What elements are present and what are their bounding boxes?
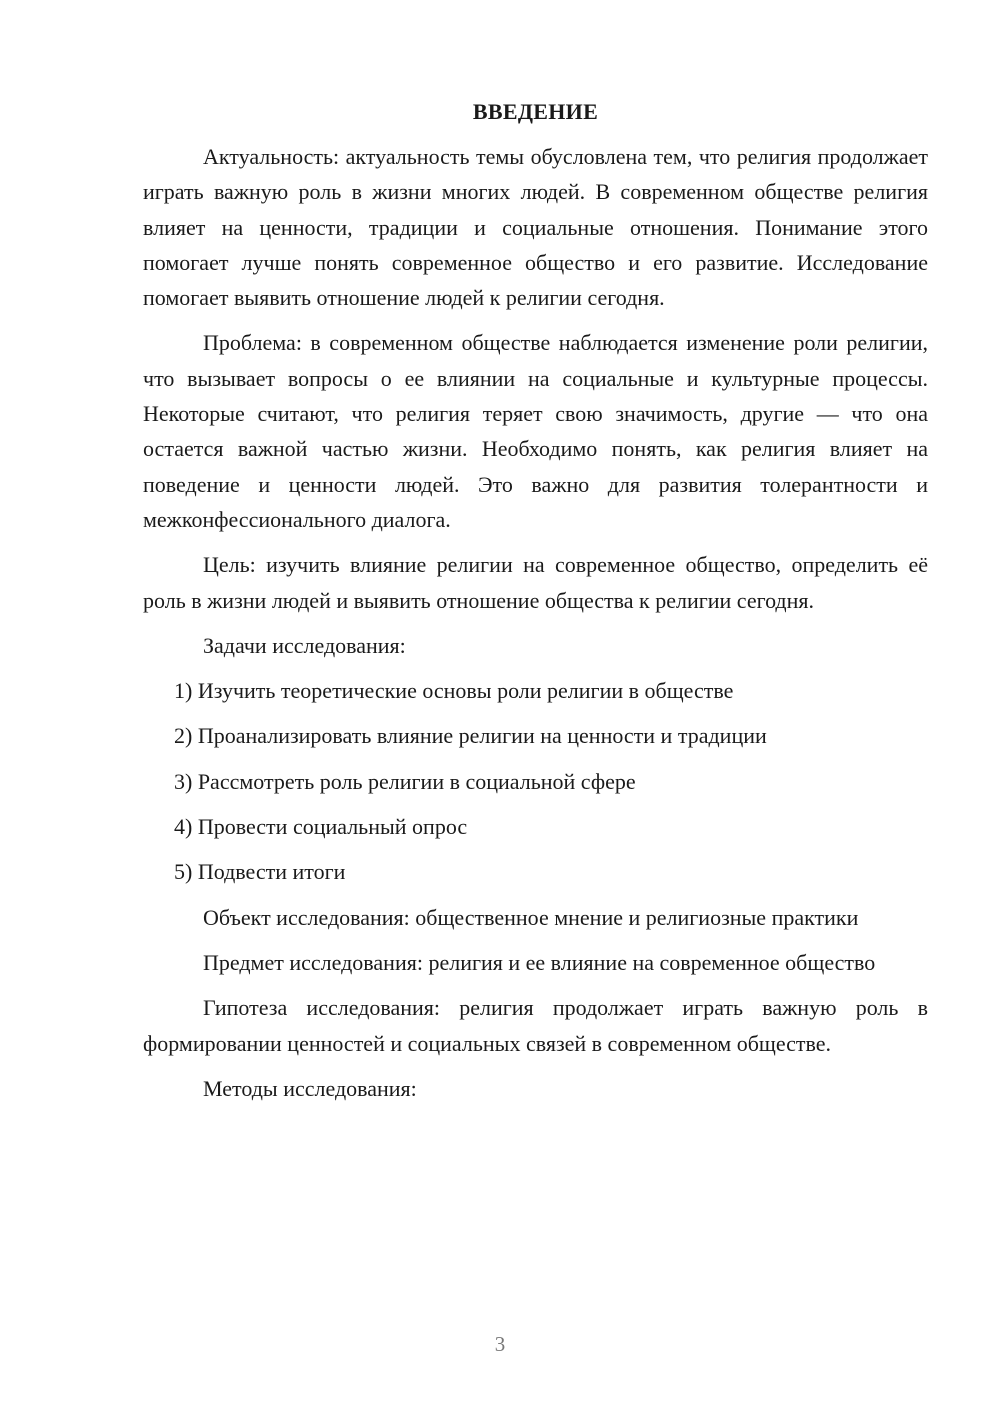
object-paragraph: Объект исследования: общественное мнение и религиозные практики — [203, 904, 859, 930]
subject-paragraph: Предмет исследования: религия и ее влияние на современное общество — [203, 949, 876, 975]
list-item: 2) Проанализировать влияние религии на ценности и традиции — [174, 723, 767, 749]
section-title: ВВЕДЕНИЕ — [472, 99, 599, 124]
list-item: 5) Подвести итоги — [174, 859, 346, 885]
hypothesis-paragraph: Гипотеза исследования: религия продолжает играть важную роль в формировании ценностей и социальных связей в современном обществе. — [143, 995, 928, 1056]
list-item: 4) Провести социальный опрос — [174, 814, 468, 840]
problem-paragraph: Проблема: в современном обществе наблюдается изменение роли религии, что вызывает вопросы о ее влиянии на социальные и культурные процессы. Некоторые считают, что религия теряет свою значимость, другие — что она остается важной частью жизни. Необходимо понять, как религия влияет на поведение и ценности людей. Это важно для развития толерантности и межконфессионального диалога. — [143, 330, 928, 532]
relevance-paragraph: Актуальность: актуальность темы обусловлена тем, что религия продолжает играть важную роль в жизни многих людей. В современном обществе религия влияет на ценности, традиции и социальные отношения. Понимание этого помогает лучше понять современное общество и его развитие. Исследование помогает выявить отношение людей к религии сегодня. — [143, 144, 928, 311]
methods-heading: Методы исследования: — [203, 1075, 417, 1101]
tasks-list — [143, 673, 928, 889]
list-item: 1) Изучить теоретические основы роли религии в обществе — [174, 678, 734, 704]
tasks-heading: Задачи исследования: — [203, 632, 406, 658]
goal-paragraph: Цель: изучить влияние религии на современное общество, определить её роль в жизни людей и выявить отношение общества к религии сегодня. — [143, 552, 928, 613]
page-number: 3 — [494, 1332, 506, 1356]
page-content — [143, 94, 928, 1116]
list-item: 3) Рассмотреть роль религии в социальной сфере — [174, 768, 636, 794]
